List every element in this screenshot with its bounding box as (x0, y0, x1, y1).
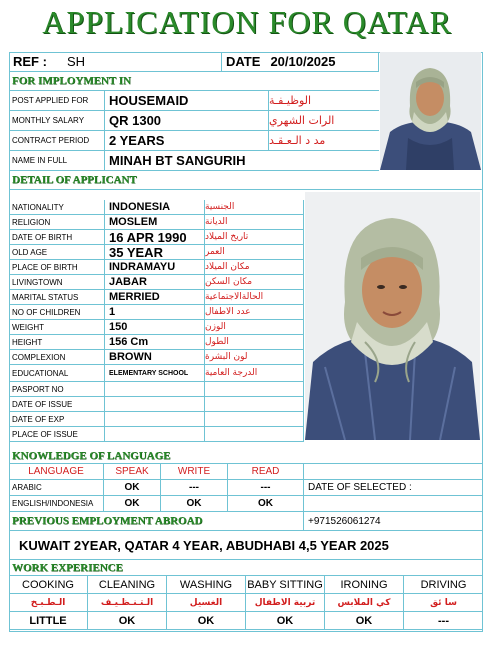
applicant-value (105, 412, 205, 426)
previous-employment-row (9, 531, 483, 560)
applicant-arabic: عدد الاطفال (205, 305, 304, 319)
applicant-value: INDONESIA (105, 200, 205, 214)
applicant-value: 150 (105, 320, 205, 334)
work-row-val (9, 612, 483, 630)
employment-value: QR 1300 (105, 111, 269, 130)
applicant-arabic: الدرجة العامية (205, 365, 304, 381)
date-value: 20/10/2025 (270, 54, 336, 69)
applicant-arabic: تاريخ الميلاد (205, 230, 304, 244)
employment-arabic: مد د الـعـقـد (269, 134, 326, 147)
applicant-label: MARITAL STATUS (9, 290, 105, 304)
applicant-value: 1 (105, 305, 205, 319)
section-applicant: DETAIL OF APPLICANT (9, 171, 483, 190)
applicant-arabic: الديانة (205, 215, 304, 229)
applicant-arabic: الوزن (205, 320, 304, 334)
language-speak: OK (104, 480, 161, 495)
employment-row (9, 111, 379, 131)
ref-cell (9, 52, 222, 71)
phone-number: +971526061274 (304, 512, 483, 531)
employment-row (9, 151, 379, 171)
applicant-row (9, 215, 304, 230)
applicant-label: RELIGION (9, 215, 105, 229)
applicant-value (105, 427, 205, 441)
application-form (9, 52, 483, 632)
applicant-arabic (205, 412, 304, 426)
work-ar-cell: الـتـنـظـيـف (88, 594, 167, 611)
section-previous: PREVIOUS EMPLOYMENT ABROAD (9, 512, 304, 531)
work-ar-cell: تربية الاطفال (246, 594, 325, 611)
employment-row (9, 131, 379, 151)
applicant-value: 156 Cm (105, 335, 205, 349)
applicant-value: 35 YEAR (105, 245, 205, 259)
applicant-row (9, 335, 304, 350)
applicant-label: HEIGHT (9, 335, 105, 349)
applicant-photo-main (305, 192, 480, 440)
employment-label: POST APPLIED FOR (9, 91, 105, 110)
language-write: --- (161, 480, 228, 495)
applicant-row (9, 382, 304, 397)
ref-value: SH (66, 54, 86, 69)
applicant-label: PLACE OF BIRTH (9, 260, 105, 274)
applicant-arabic: العمر (205, 245, 304, 259)
previous-employment-text: KUWAIT 2YEAR, QATAR 4 YEAR, ABUDHABI 4,5 YEAR 2025 (19, 537, 389, 553)
work-val-cell: LITTLE (9, 612, 88, 629)
applicant-row (9, 427, 304, 442)
section-language: KNOWLEDGE OF LANGUAGE (9, 448, 483, 464)
employment-arabic: الرات الشهري (269, 114, 335, 127)
employment-value: 2 YEARS (105, 131, 269, 150)
applicant-photo-small (380, 52, 481, 170)
applicant-label: DATE OF BIRTH (9, 230, 105, 244)
lang-header-speak: SPEAK (104, 464, 161, 479)
language-write: OK (161, 496, 228, 511)
lang-header-language: LANGUAGE (9, 464, 104, 479)
applicant-arabic: الطول (205, 335, 304, 349)
language-row (9, 480, 304, 496)
applicant-value (105, 382, 205, 396)
language-name: ENGLISH/INDONESIA (9, 496, 104, 511)
work-ar-cell: الغسيل (167, 594, 246, 611)
work-en-cell: COOKING (9, 576, 88, 593)
work-en-cell: WASHING (167, 576, 246, 593)
language-header-row (9, 464, 483, 480)
applicant-row (9, 412, 304, 427)
applicant-arabic: الجنسية (205, 200, 304, 214)
applicant-value: MERRIED (105, 290, 205, 304)
applicant-row (9, 230, 304, 245)
applicant-value: JABAR (105, 275, 205, 289)
date-cell (222, 52, 379, 71)
lang-header-read: READ (228, 464, 304, 479)
employment-label: NAME IN FULL (9, 151, 105, 170)
applicant-label: DATE OF EXP (9, 412, 105, 426)
applicant-value: BROWN (105, 350, 205, 364)
applicant-row (9, 365, 304, 382)
date-label: DATE (226, 54, 261, 69)
work-row-en (9, 576, 483, 594)
employment-label: MONTHLY SALARY (9, 111, 105, 130)
work-ar-cell: الـطـبـخ (9, 594, 88, 611)
applicant-label: PASPORT NO (9, 382, 105, 396)
applicant-value: MOSLEM (105, 215, 205, 229)
applicant-row (9, 305, 304, 320)
employment-arabic: الوظيـفـة (269, 94, 312, 107)
applicant-row (9, 260, 304, 275)
section-employment: FOR IMPLOYMENT IN (9, 72, 379, 91)
date-of-selected: DATE OF SELECTED : (304, 480, 483, 496)
applicant-label: COMPLEXION (9, 350, 105, 364)
work-val-cell: OK (325, 612, 404, 629)
work-val-cell: OK (167, 612, 246, 629)
language-read: OK (228, 496, 304, 511)
work-val-cell: --- (438, 614, 449, 627)
applicant-row (9, 320, 304, 335)
applicant-arabic: مكان السكن (205, 275, 304, 289)
employment-label: CONTRACT PERIOD (9, 131, 105, 150)
applicant-arabic (205, 427, 304, 441)
applicant-value (105, 397, 205, 411)
applicant-arabic (205, 397, 304, 411)
applicant-label: LIVINGTOWN (9, 275, 105, 289)
applicant-value: 16 APR 1990 (105, 230, 205, 244)
language-row (9, 496, 304, 512)
work-ar-cell: كي الملابس (325, 594, 404, 611)
applicant-label: OLD AGE (9, 245, 105, 259)
applicant-label: EDUCATIONAL (9, 365, 105, 381)
work-en-cell: IRONING (325, 576, 404, 593)
applicant-label: NATIONALITY (9, 200, 105, 214)
ref-row (9, 52, 379, 72)
work-ar-cell: سا ئق (430, 597, 457, 608)
employment-value: HOUSEMAID (105, 91, 269, 110)
applicant-value: INDRAMAYU (105, 260, 205, 274)
applicant-value: ELEMENTARY SCHOOL (105, 365, 205, 381)
date-of-selected-value (304, 496, 483, 512)
employment-value: MINAH BT SANGURIH (109, 153, 246, 168)
applicant-row (9, 397, 304, 412)
applicant-row (9, 275, 304, 290)
lang-header-write: WRITE (161, 464, 228, 479)
work-row-ar (9, 594, 483, 612)
work-val-cell: OK (88, 612, 167, 629)
applicant-row (9, 290, 304, 305)
ref-label: REF : (13, 54, 47, 69)
applicant-label: PLACE OF ISSUE (9, 427, 105, 441)
language-name: ARABIC (9, 480, 104, 495)
work-en-cell: DRIVING (420, 578, 467, 591)
work-en-cell: CLEANING (88, 576, 167, 593)
section-work: WORK EXPERIENCE (9, 560, 483, 576)
applicant-row (9, 245, 304, 260)
work-en-cell: BABY SITTING (246, 576, 325, 593)
applicant-arabic: الحالةالاجتماعية (205, 290, 304, 304)
applicant-arabic: لون البشرة (205, 350, 304, 364)
applicant-row (9, 200, 304, 215)
language-speak: OK (104, 496, 161, 511)
applicant-label: DATE OF ISSUE (9, 397, 105, 411)
employment-row (9, 91, 379, 111)
applicant-label: NO OF CHILDREN (9, 305, 105, 319)
applicant-arabic (205, 382, 304, 396)
applicant-arabic: مكان الميلاد (205, 260, 304, 274)
language-read: --- (228, 480, 304, 495)
applicant-label: WEIGHT (9, 320, 105, 334)
work-val-cell: OK (246, 612, 325, 629)
applicant-row (9, 350, 304, 365)
page-title: APPLICATION FOR QATAR (42, 4, 452, 40)
